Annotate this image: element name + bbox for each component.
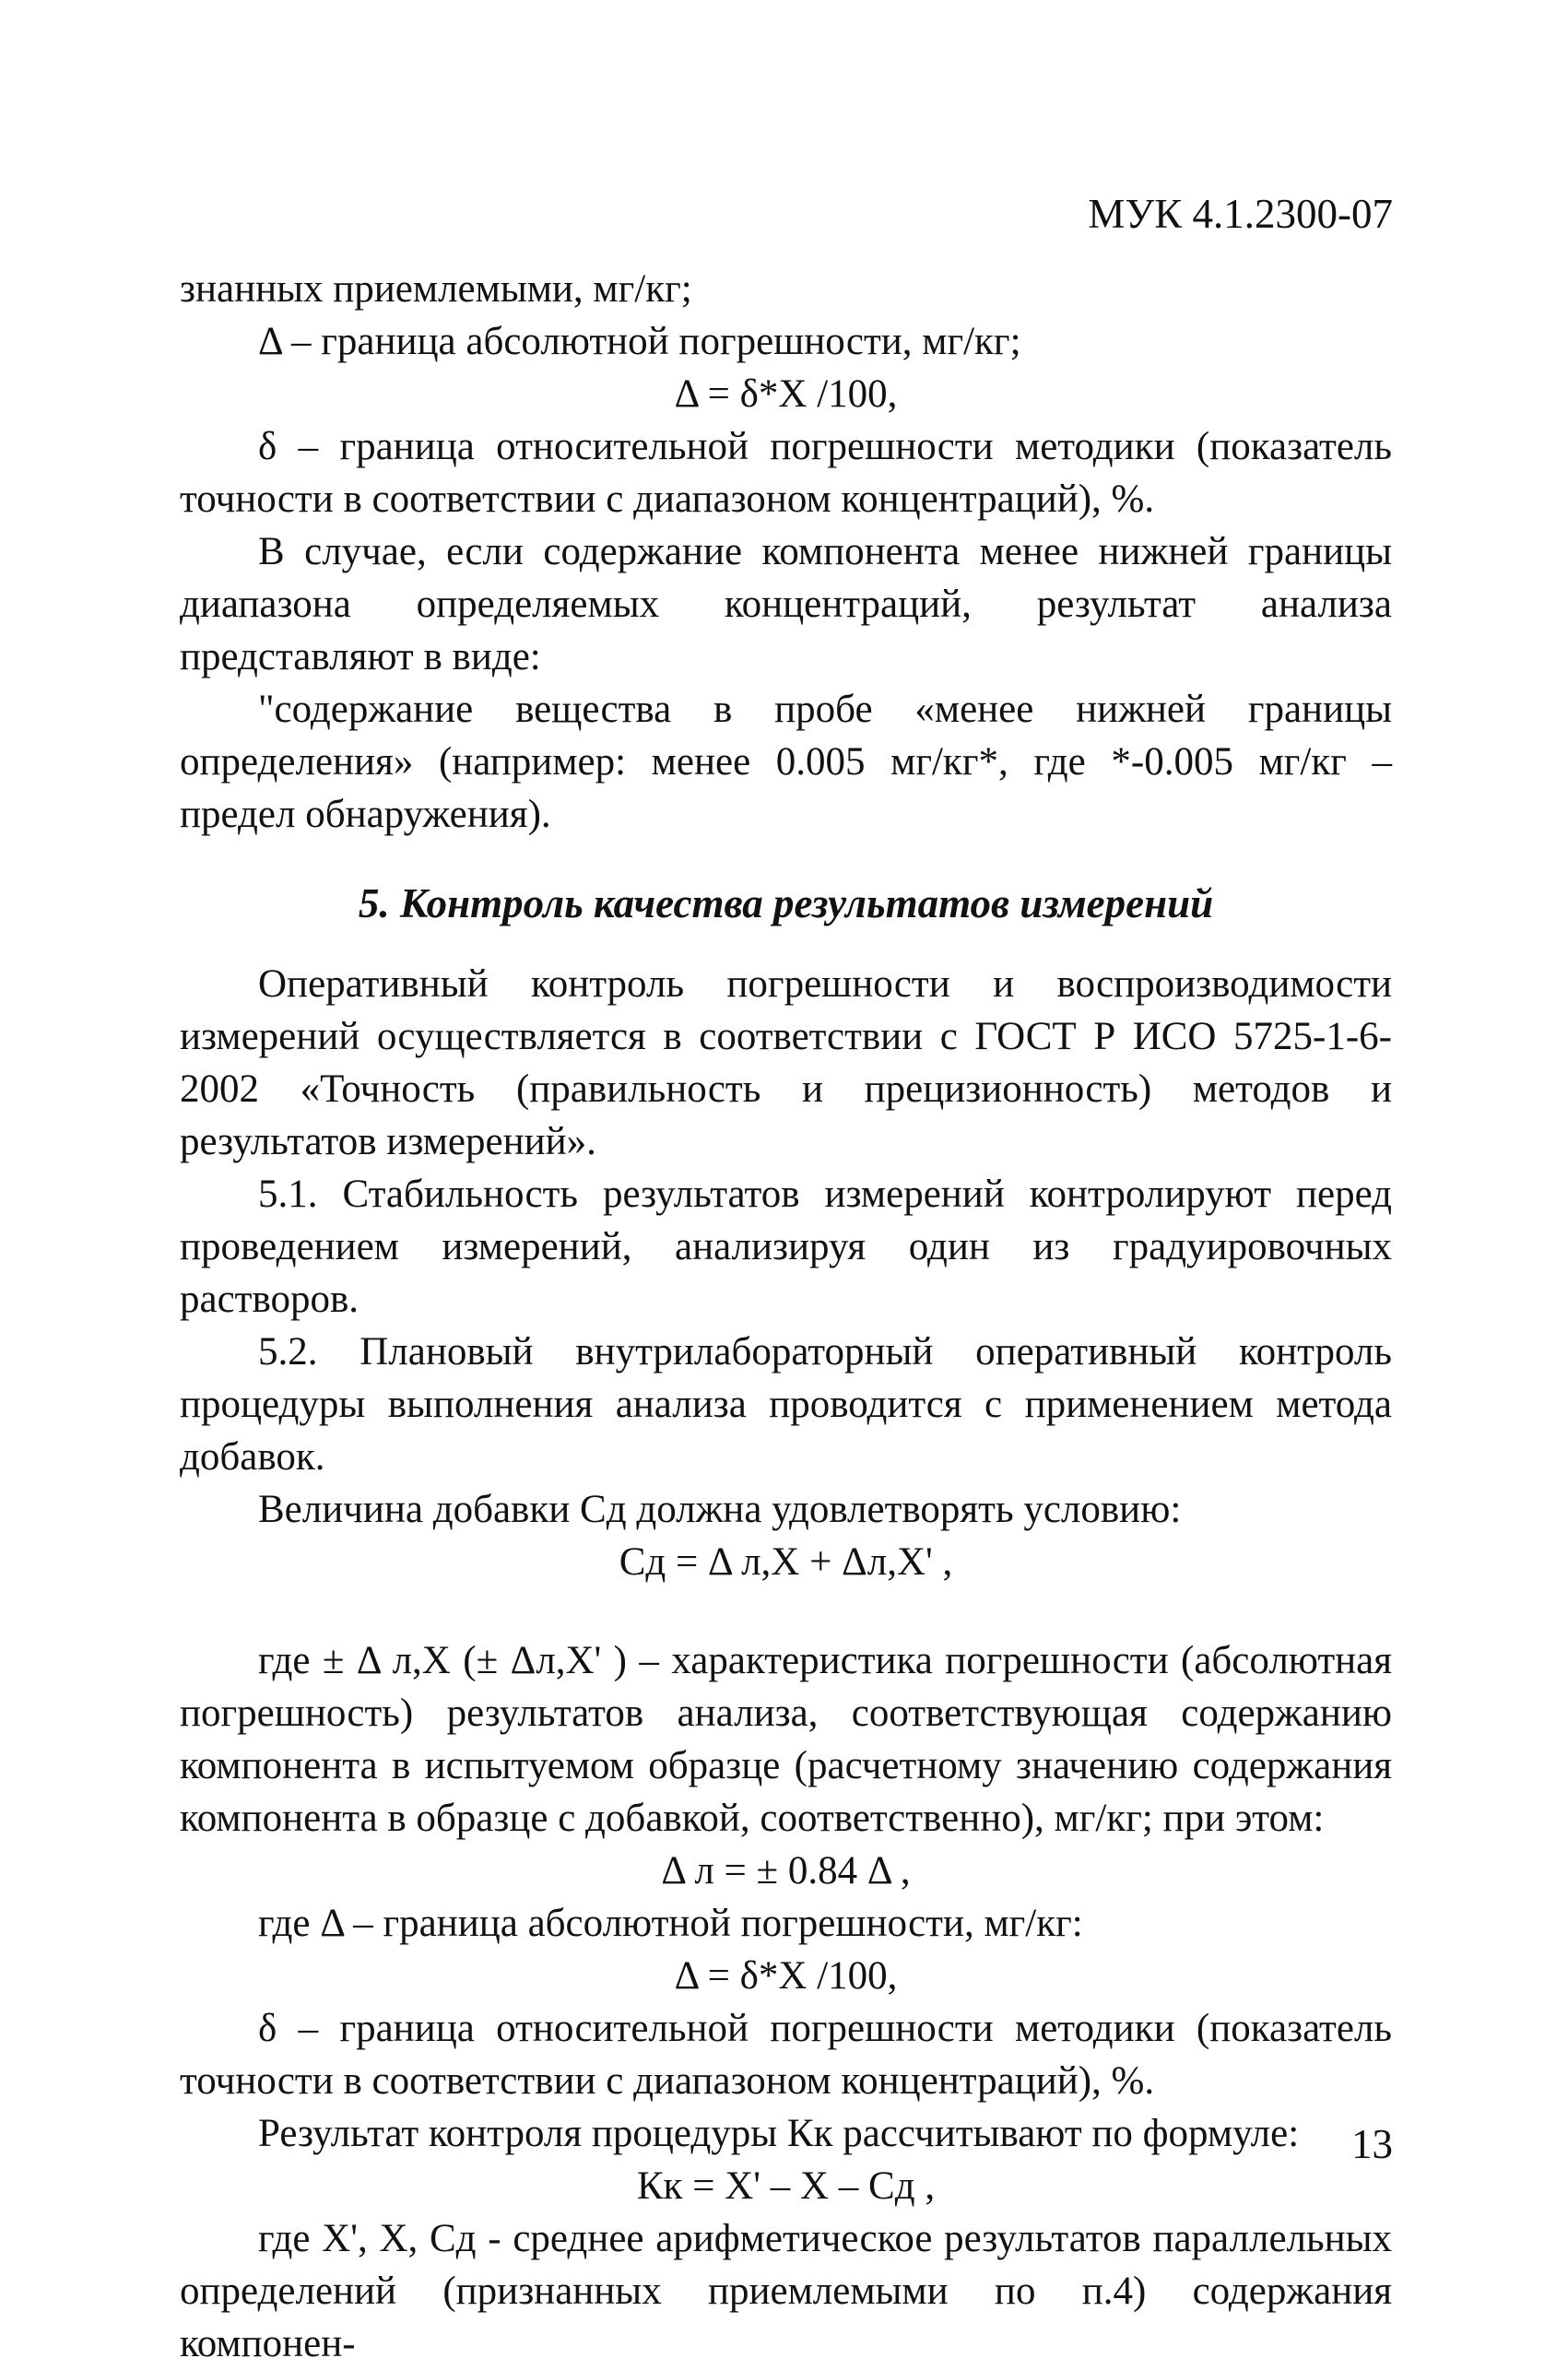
definition-relative-error: δ – граница относительной погрешности методики (показатель точности в соответствии с диапазоном концентраций), %. [180, 425, 1392, 521]
section-heading: 5. Контроль качества результатов измерений [358, 880, 1214, 926]
paragraph-addition-value: Величина добавки Cд должна удовлетворять условию: [258, 1488, 1182, 1531]
page-number: 13 [1351, 2121, 1393, 2167]
formula-delta: Δ = δ*X /100, [674, 372, 898, 416]
paragraph-result-format: "содержание вещества в пробе «менее нижней границы определения» (например: менее 0.005 мг/кг*, где *-0.005 мг/кг – предел обнаружения). [180, 688, 1392, 836]
paragraph-below-range: В случае, если содержание компонента менее нижней границы диапазона определяемых концентраций, результат анализа представляют в виде: [180, 530, 1392, 678]
paragraph-error-characteristic: где ± Δ л,X (± Δл,X' ) – характеристика погрешности (абсолютная погрешность) результатов анализа, соответствующая содержанию компонента в испытуемом образце (расчетному значению содержания компонента в образце с добавкой, соответственно), мг/кг; при этом: [180, 1639, 1392, 1840]
definition-relative-error-2: δ – граница относительной погрешности методики (показатель точности в соответствии с диапазоном концентраций), %. [180, 2007, 1392, 2103]
paragraph-5-2: 5.2. Плановый внутрилабораторный оперативный контроль процедуры выполнения анализа проводится с применением метода добавок. [180, 1330, 1392, 1479]
paragraph-operational-control: Оперативный контроль погрешности и воспроизводимости измерений осуществляется в соответствии с ГОСТ Р ИСО 5725-1-6-2002 «Точность (правильность и прецизионность) методов и результатов измерений». [180, 962, 1392, 1163]
formula-delta-l: Δ л = ± 0.84 Δ , [661, 1849, 911, 1892]
paragraph-control-result: Результат контроля процедуры Кк рассчитывают по формуле: [258, 2112, 1300, 2155]
paragraph-5-1: 5.1. Стабильность результатов измерений контролируют перед проведением измерений, анализируя один из градуировочных растворов. [180, 1173, 1392, 1321]
formula-addition: Cд = Δ л,X + Δл,X' , [619, 1540, 953, 1584]
document-code-header: МУК 4.1.2300-07 [1088, 191, 1393, 237]
paragraph-continuation: знанных приемлемыми, мг/кг; [180, 267, 692, 311]
spacer [180, 1588, 1392, 1634]
formula-kk: Кк = X' – X – Cд , [636, 2164, 936, 2208]
paragraph-where-delta: где Δ – граница абсолютной погрешности, мг/кг: [258, 1902, 1083, 1945]
definition-delta: Δ – граница абсолютной погрешности, мг/кг; [258, 320, 1021, 363]
formula-delta-2: Δ = δ*X /100, [674, 1954, 898, 1998]
page-body [180, 263, 1392, 2370]
paragraph-where-x: где X', X, Cд - среднее арифметическое результатов параллельных определений (признанных приемлемыми по п.4) содержания компонен- [180, 2217, 1392, 2365]
